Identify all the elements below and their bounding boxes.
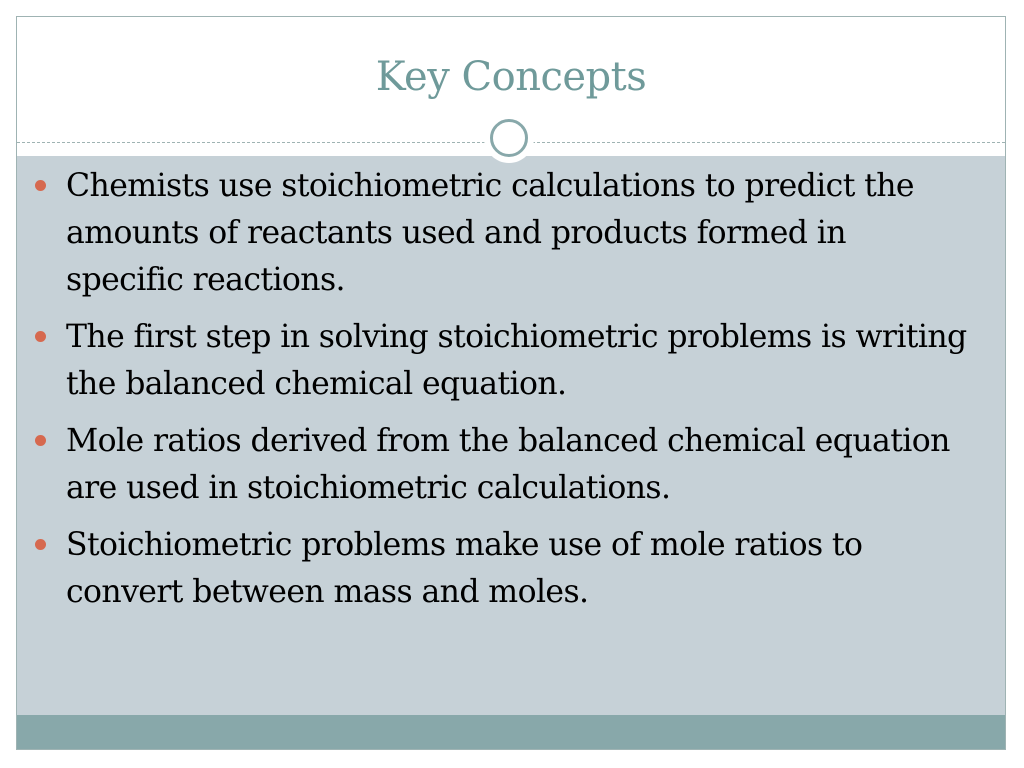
bullet-dot-icon — [35, 331, 46, 342]
bullet-list — [28, 163, 968, 626]
bullet-dot-icon — [35, 435, 46, 446]
bullet-item — [28, 522, 968, 616]
slide-title: Key Concepts — [375, 54, 647, 100]
bullet-text: Stoichiometric problems make use of mole ratios to convert between mass and moles. — [66, 527, 863, 610]
bullet-item — [28, 314, 968, 408]
bullet-item — [28, 163, 968, 304]
bullet-text: Mole ratios derived from the balanced chemical equation are used in stoichiometric calculations. — [66, 423, 950, 506]
footer-band — [17, 715, 1005, 749]
bullet-dot-icon — [35, 539, 46, 550]
circle-ornament-icon — [484, 113, 534, 163]
bullet-dot-icon — [35, 180, 46, 191]
bullet-text: Chemists use stoichiometric calculations to predict the amounts of reactants used and products formed in specific reactions. — [66, 168, 914, 298]
ornament-ring — [490, 119, 528, 157]
bullet-text: The first step in solving stoichiometric problems is writing the balanced chemical equation. — [66, 319, 967, 402]
bullet-item — [28, 418, 968, 512]
